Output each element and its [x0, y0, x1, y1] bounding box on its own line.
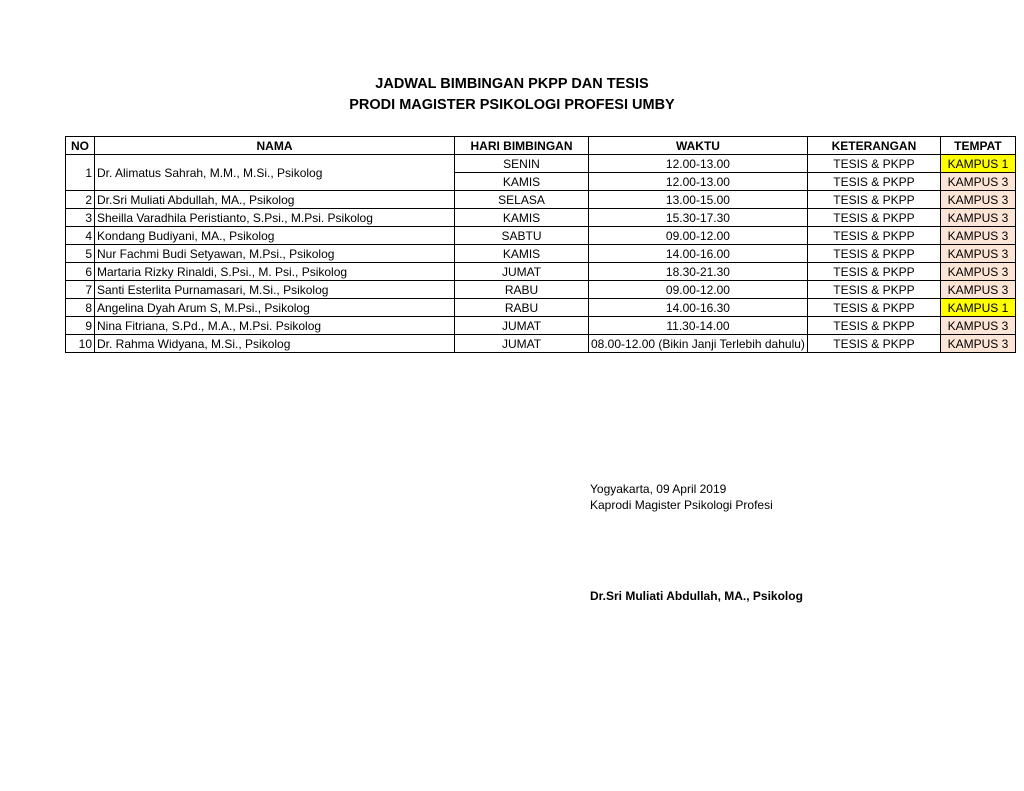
- cell-hari: KAMIS: [455, 245, 589, 263]
- column-header-no: NO: [66, 137, 95, 155]
- table-row: [66, 299, 1016, 317]
- cell-waktu: 13.00-15.00: [589, 191, 808, 209]
- cell-hari: JUMAT: [455, 263, 589, 281]
- cell-nama: Kondang Budiyani, MA., Psikolog: [95, 227, 455, 245]
- cell-hari: KAMIS: [455, 173, 589, 191]
- column-header-nama: NAMA: [95, 137, 455, 155]
- cell-no: 8: [66, 299, 95, 317]
- cell-hari: JUMAT: [455, 317, 589, 335]
- cell-no: 9: [66, 317, 95, 335]
- cell-hari: KAMIS: [455, 209, 589, 227]
- column-header-tempat: TEMPAT: [940, 137, 1015, 155]
- cell-nama: Angelina Dyah Arum S, M.Psi., Psikolog: [95, 299, 455, 317]
- table-row: [66, 155, 1016, 173]
- cell-tempat: KAMPUS 3: [940, 281, 1015, 299]
- cell-nama: Sheilla Varadhila Peristianto, S.Psi., M.Psi. Psikolog: [95, 209, 455, 227]
- column-header-waktu: WAKTU: [589, 137, 808, 155]
- cell-keterangan: TESIS & PKPP: [807, 299, 940, 317]
- cell-hari: RABU: [455, 281, 589, 299]
- cell-keterangan: TESIS & PKPP: [807, 227, 940, 245]
- cell-waktu: 11.30-14.00: [589, 317, 808, 335]
- table-row: [66, 227, 1016, 245]
- table-row: [66, 263, 1016, 281]
- cell-nama: Dr.Sri Muliati Abdullah, MA., Psikolog: [95, 191, 455, 209]
- cell-keterangan: TESIS & PKPP: [807, 191, 940, 209]
- cell-hari: SABTU: [455, 227, 589, 245]
- cell-keterangan: TESIS & PKPP: [807, 245, 940, 263]
- cell-waktu: 15.30-17.30: [589, 209, 808, 227]
- cell-waktu: 18.30-21.30: [589, 263, 808, 281]
- cell-nama: Dr. Rahma Widyana, M.Si., Psikolog: [95, 335, 455, 353]
- table-row: [66, 191, 1016, 209]
- cell-keterangan: TESIS & PKPP: [807, 335, 940, 353]
- place-date: Yogyakarta, 09 April 2019: [590, 482, 727, 496]
- cell-hari: JUMAT: [455, 335, 589, 353]
- cell-waktu: 12.00-13.00: [589, 173, 808, 191]
- cell-keterangan: TESIS & PKPP: [807, 281, 940, 299]
- cell-tempat: KAMPUS 3: [940, 317, 1015, 335]
- cell-nama: Dr. Alimatus Sahrah, M.M., M.Si., Psikolog: [95, 155, 455, 191]
- column-header-hari: HARI BIMBINGAN: [455, 137, 589, 155]
- cell-hari: RABU: [455, 299, 589, 317]
- cell-no: 2: [66, 191, 95, 209]
- cell-tempat: KAMPUS 3: [940, 191, 1015, 209]
- cell-tempat: KAMPUS 3: [940, 335, 1015, 353]
- column-header-keterangan: KETERANGAN: [807, 137, 940, 155]
- cell-tempat: KAMPUS 3: [940, 227, 1015, 245]
- cell-no: 6: [66, 263, 95, 281]
- cell-waktu: 12.00-13.00: [589, 155, 808, 173]
- table-header-row: [66, 137, 1016, 155]
- cell-no: 1: [66, 155, 95, 191]
- table-row: [66, 335, 1016, 353]
- cell-no: 3: [66, 209, 95, 227]
- cell-tempat: KAMPUS 3: [940, 263, 1015, 281]
- cell-keterangan: TESIS & PKPP: [807, 317, 940, 335]
- cell-keterangan: TESIS & PKPP: [807, 155, 940, 173]
- cell-hari: SELASA: [455, 191, 589, 209]
- cell-nama: Martaria Rizky Rinaldi, S.Psi., M. Psi., Psikolog: [95, 263, 455, 281]
- cell-waktu: 09.00-12.00: [589, 281, 808, 299]
- cell-tempat: KAMPUS 1: [940, 155, 1015, 173]
- cell-nama: Santi Esterlita Purnamasari, M.Si., Psikolog: [95, 281, 455, 299]
- cell-no: 5: [66, 245, 95, 263]
- schedule-table: [65, 136, 1016, 353]
- signatory-role: Kaprodi Magister Psikologi Profesi: [590, 498, 773, 512]
- cell-tempat: KAMPUS 1: [940, 299, 1015, 317]
- table-row: [66, 317, 1016, 335]
- table-row: [66, 281, 1016, 299]
- document-title: JADWAL BIMBINGAN PKPP DAN TESIS: [375, 76, 649, 92]
- signatory-name: Dr.Sri Muliati Abdullah, MA., Psikolog: [590, 589, 803, 603]
- cell-tempat: KAMPUS 3: [940, 173, 1015, 191]
- cell-nama: Nina Fitriana, S.Pd., M.A., M.Psi. Psikolog: [95, 317, 455, 335]
- table-row: [66, 209, 1016, 227]
- table-row: [66, 245, 1016, 263]
- document-subtitle: PRODI MAGISTER PSIKOLOGI PROFESI UMBY: [349, 97, 675, 113]
- cell-waktu: 09.00-12.00: [589, 227, 808, 245]
- cell-no: 10: [66, 335, 95, 353]
- cell-no: 7: [66, 281, 95, 299]
- cell-keterangan: TESIS & PKPP: [807, 209, 940, 227]
- cell-tempat: KAMPUS 3: [940, 245, 1015, 263]
- cell-waktu: 14.00-16.00: [589, 245, 808, 263]
- cell-no: 4: [66, 227, 95, 245]
- cell-nama: Nur Fachmi Budi Setyawan, M.Psi., Psikolog: [95, 245, 455, 263]
- cell-waktu: 14.00-16.30: [589, 299, 808, 317]
- cell-waktu: 08.00-12.00 (Bikin Janji Terlebih dahulu): [589, 335, 808, 353]
- cell-tempat: KAMPUS 3: [940, 209, 1015, 227]
- cell-keterangan: TESIS & PKPP: [807, 173, 940, 191]
- cell-hari: SENIN: [455, 155, 589, 173]
- cell-keterangan: TESIS & PKPP: [807, 263, 940, 281]
